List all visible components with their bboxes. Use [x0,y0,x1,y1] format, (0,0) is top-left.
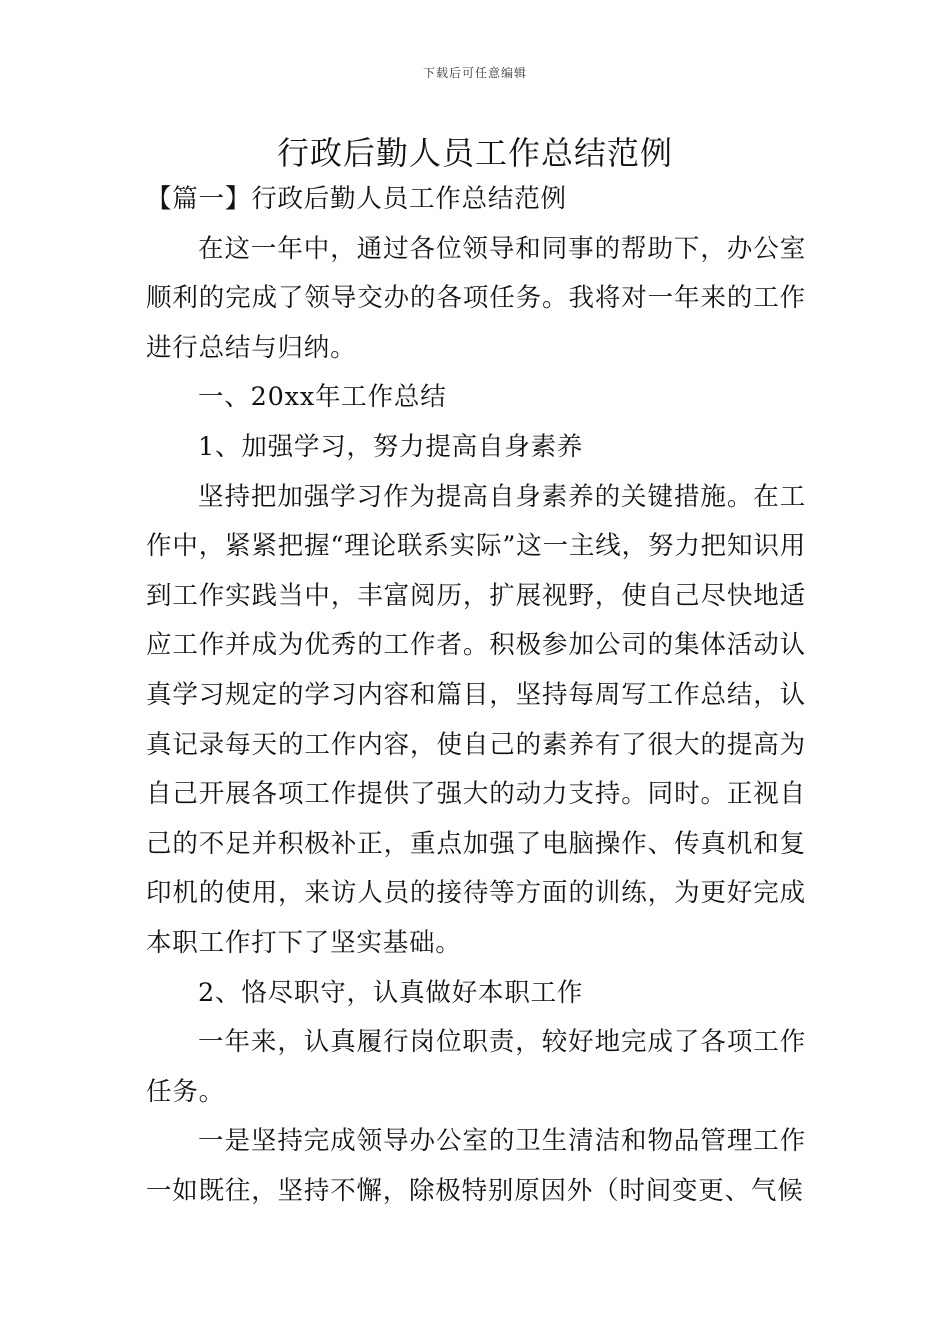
section-heading: 【篇一】行政后勤人员工作总结范例 [146,184,567,214]
heading-study: 1、加强学习，努力提高自身素养 [198,431,584,462]
heading-annual-summary: 一、20xx年工作总结 [198,382,447,413]
paragraph-intro: 在这一年中，通过各位领导和同事的帮助下，办公室顺利的完成了领导交办的各项任务。我将对一年来的工作进行总结与归纳。 [146,233,806,363]
paragraph-study: 坚持把加强学习作为提高自身素养的关键措施。在工作中，紧紧把握“理论联系实际”这一主线，努力把知识用到工作实践当中，丰富阅历，扩展视野，使自己尽快地适应工作并成为优秀的工作者。积极参加公司的集体活动认真学习规定的学习内容和篇目，坚持每周写工作总结，认真记录每天的工作内容，使自己的素养有了很大的提高为自己开展各项工作提供了强大的动力支持。同时。正视自己的不足并积极补正，重点加强了电脑操作、传真机和复印机的使用，来访人员的接待等方面的训练，为更好完成本职工作打下了坚实基础。 [146,481,806,958]
document-title: 行政后勤人员工作总结范例 [276,134,673,172]
paragraph-cleaning: 一是坚持完成领导办公室的卫生清洁和物品管理工作一如既往，坚持不懈，除极特别原因外（时间变更、气候 [146,1126,806,1206]
document-body [146,175,806,1216]
header-note: 下载后可任意编辑 [422,66,527,80]
paragraph-duty: 一年来，认真履行岗位职责，较好地完成了各项工作任务。 [146,1027,806,1107]
heading-duty: 2、恪尽职守，认真做好本职工作 [198,977,584,1008]
